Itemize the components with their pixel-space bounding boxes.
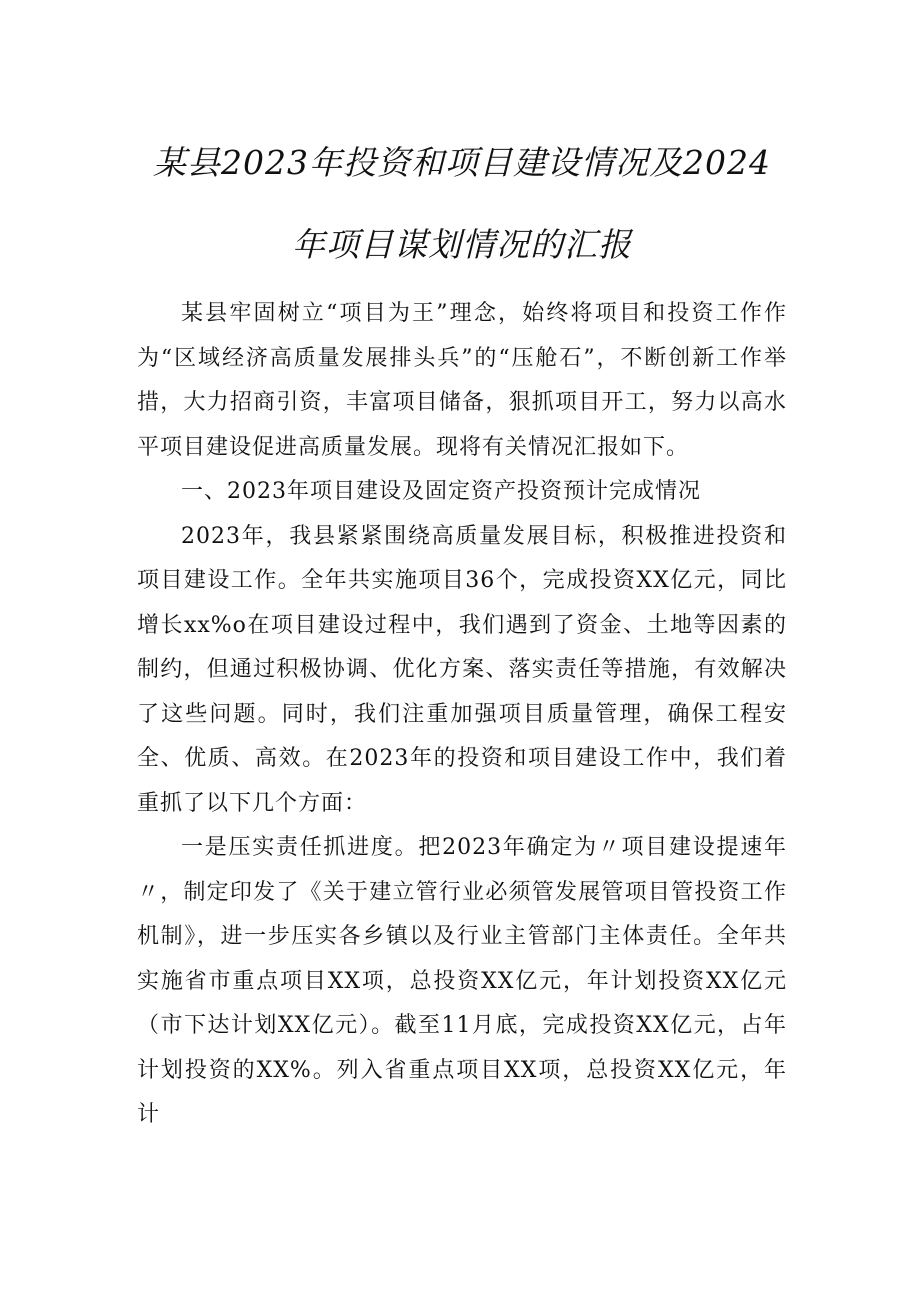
paragraph-2023-overview: 2023年，我县紧紧围绕高质量发展目标，积极推进投资和项目建设工作。全年共实施项目36个，完成投资XX亿元，同比增长xx%o在项目建设过程中，我们遇到了资金、土地等因素的制约，但通过积极协调、优化方案、落实责任等措施，有效解决了这些问题。同时，我们注重加强项目质量管理，确保工程安全、优质、高效。在2023年的投资和项目建设工作中，我们着重抓了以下几个方面： [137, 523, 787, 816]
document-title-line-1: 某县2023年投资和项目建设情况及2024 [153, 143, 771, 182]
document-title-line-2: 年项目谋划情况的汇报 [292, 225, 632, 264]
paragraph-responsibility: 一是压实责任抓进度。把2023年确定为〃项目建设提速年〃，制定印发了《关于建立管行业必须管发展管项目管投资工作机制》，进一步压实各乡镇以及行业主管部门主体责任。全年共实施省市重点项目XX项，总投资XX亿元，年计划投资XX亿元（市下达计划XX亿元）。截至11月底，完成投资XX亿元，占年计划投资的XX%。列入省重点项目XX项，总投资XX亿元，年计 [137, 835, 787, 1127]
section-heading-1: 一、2023年项目建设及固定资产投资预计完成情况 [181, 479, 701, 504]
document-body [137, 292, 787, 1138]
paragraph-intro: 某县牢固树立“项目为王”理念，始终将项目和投资工作作为“区域经济高质量发展排头兵”的“压舱石”，不断创新工作举措，大力招商引资，丰富项目储备，狠抓项目开工，努力以高水平项目建设促进高质量发展。现将有关情况汇报如下。 [137, 301, 787, 460]
